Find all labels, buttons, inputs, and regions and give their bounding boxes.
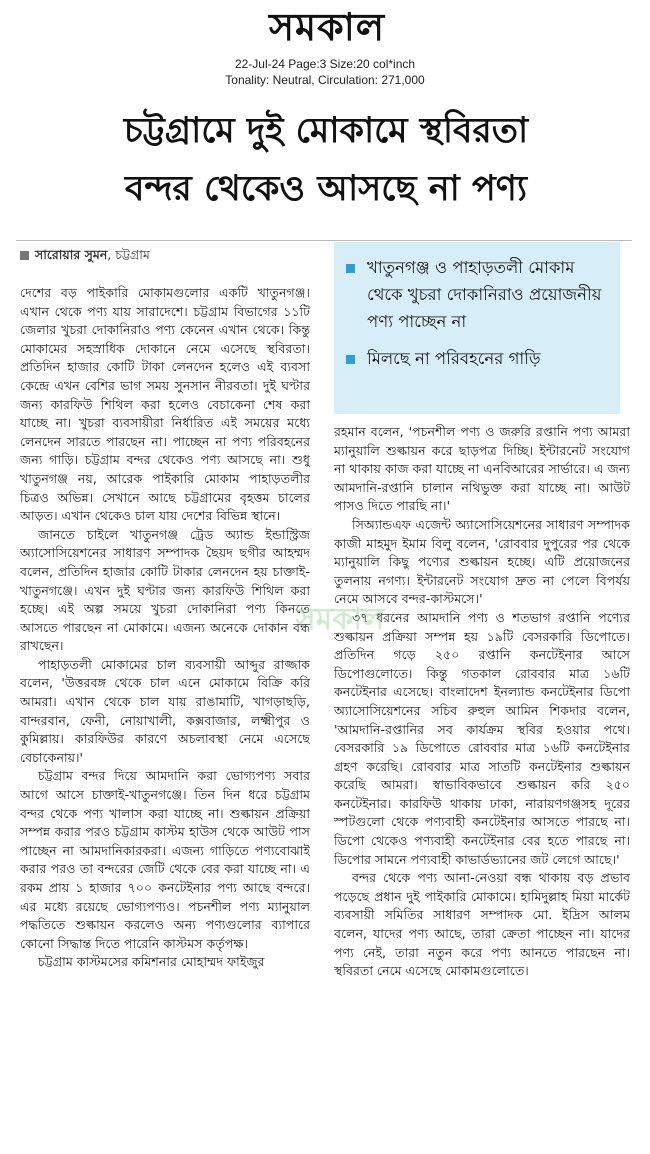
paragraph: ৩৭ ধরনের আমদানি পণ্য ও শতভাগ রপ্তানি পণ্যের শুল্কায়ন প্রক্রিয়া সম্পন্ন হয় ১৯টি বেসরকারি ডিপোতে। প্রতিদিন গড়ে ২৫০ রপ্তানি কনটেইনার আসে ডিপোগুলোতে। কিন্তু গতকাল রোববার মাত্র ১৬টি কনটেইনার এসেছে। বাংলাদেশ ইনল্যান্ড কনটেইনার ডিপো অ্যাসোসিয়েশনের সচিব রুহুল আমিন শিকদার বলেন, 'আমদানি-রপ্তানির সব কার্যক্রম স্থবির হওয়ার পথে। বেসরকারি ১৯ ডিপোতে রোববার মাত্র ১৬টি কনটেইনার গ্রহণ করেছি। রোববার মাত্র সাতটি কনটেইনার শুল্কায়ন করেছি আমরা। স্বাভাবিকভাবে শুল্কায়ন করি ২৫০ কনটেইনার। কারফিউ থাকায় ঢাকা, নারায়ণগঞ্জসহ দূরের স্পটগুলো থেকে পণ্যবাহী কনটেইনার আসতে পারছে না। ডিপো থেকেও পণ্যবাহী কনটেইনার বের হতে পারছে না। ডিপোর সামনে পণ্যবাহী কাভার্ডভ্যানের জট লেগে আছে।' <box>334 609 630 867</box>
byline-square-icon <box>20 251 29 260</box>
paragraph: পাহাড়তলী মোকামের চাল ব্যবসায়ী আব্দুর রাজ্জাক বলেন, 'উত্তরবঙ্গ থেকে চাল এনে মোকামে বিক্রি করি আমরা। এখান থেকে চাল যায় রাঙামাটি, খাগড়াছড়ি, বান্দরবান, ফেনী, নোয়াখালী, কক্সবাজার, লক্ষ্মীপুর ও কুমিল্লায়। কারফিউর কারণে অচলাবস্থা নেমে এসেছে বেচাকেনায়।' <box>20 656 310 765</box>
newspaper-watermark: সমকাল <box>295 602 385 637</box>
paragraph: দেশের বড় পাইকারি মোকামগুলোর একটি খাতুনগঞ্জ। এখান থেকে পণ্য যায় সারাদেশে। চট্টগ্রাম বিভাগের ১১টি জেলার খুচরা দোকানিরাও পণ্য কেনেন এখান থেকে। কিন্তু মোকামের সহস্রাধিক দোকানে নেমে এসেছে স্থবিরতা। প্রতিদিন হাজার কোটি টাকা লেনদেন হলেও এই ব্যবসা কেন্দ্রে এখন বেশির ভাগ সময় সুনসান নীরবতা। দুই ঘণ্টার জন্য কারফিউ শিথিল করা হলেও বেচাকেনা শেষ করা যাচ্ছে না। খুচরা ব্যবসায়ীরা নির্ধারিত এই সময়ের মধ্যে লেনদেন সারতে পারছেন না। পাচ্ছেন না পণ্য পরিবহনের জন্য গাড়ি। চট্টগ্রাম বন্দর থেকেও পণ্য আসছে না। শুধু খাতুনগঞ্জ নয়, আরেক পাইকারি মোকাম পাহাড়তলীর চিত্রও অভিন্ন। সেখানে আছে চট্টগ্রামের বৃহত্তম চালের আড়ত। এখান থেকেও চাল যায় দেশের বিভিন্ন স্থানে। <box>20 285 310 524</box>
paragraph: চট্টগ্রাম কাস্টমসের কমিশনার মোহাম্মদ ফাইজুর <box>38 954 265 970</box>
byline-author: সারোয়ার সুমন <box>35 247 108 262</box>
highlight-text: মিলছে না পরিবহনের গাড়ি <box>367 349 541 368</box>
clipping-meta-line: 22-Jul-24 Page:3 Size:20 col*inch <box>234 57 416 71</box>
clipping-tonality-line: Tonality: Neutral, Circulation: 271,000 <box>225 73 425 87</box>
headline-line-2: বন্দর থেকেও আসছে না পণ্য <box>124 169 528 209</box>
article-column-right <box>334 423 630 1143</box>
masthead <box>0 0 650 92</box>
newspaper-logo: সমকাল <box>268 4 386 49</box>
article-column-left <box>20 284 310 1144</box>
article-headline <box>14 102 638 218</box>
square-bullet-icon <box>346 264 355 273</box>
paragraph: জানতে চাইলে খাতুনগঞ্জ ট্রেড অ্যান্ড ইন্ডাস্ট্রিজ অ্যাসোসিয়েশনের সাধারণ সম্পাদক ছৈয়দ ছগীর আহম্মদ বলেন, প্রতিদিন হাজার কোটি টাকার লেনদেন হয় চাক্তাই-খাতুনগঞ্জে। এখন দুই ঘণ্টার জন্য কারফিউ শিথিল করা হচ্ছে। এই অল্প সময়ে খুচরা দোকানিরা পণ্য কিনতে আসতে পারছেন না মোকামে। এজন্য অনেকে দোকান বন্ধ রাখছেন। <box>20 526 310 654</box>
square-bullet-icon <box>346 355 355 364</box>
highlight-item <box>346 345 620 372</box>
paragraph: চট্টগ্রাম বন্দর দিয়ে আমদানি করা ভোগ্যপণ্য সবার আগে আসে চাক্তাই-খাতুনগঞ্জে। তিন দিন ধরে চট্টগ্রাম বন্দর থেকে পণ্য খালাস করা যাচ্ছে না। শুল্কায়ন প্রক্রিয়া সম্পন্ন করার পরও চট্টগ্রাম কাস্টম হাউস থেকে আউট পাস পাচ্ছেন না আমদানিকারকরা। এজন্য গাড়িতে পণ্যবোঝাই করার পরও তা বন্দরের জেটি থেকে বের করা যাচ্ছে না। এ রকম প্রায় ১ হাজার ৭০০ কনটেইনার পণ্য আছে বন্দরে। এর মধ্যে রয়েছে ভোগ্যপণ্যও। পচনশীল পণ্য ম্যানুয়াল পদ্ধতিতে শুল্কায়ন করলেও অন্য পণ্যগুলোর ব্যাপারে কোনো সিদ্ধান্ত দিতে পারেনি কাস্টমস কর্তৃপক্ষ। <box>20 768 310 951</box>
highlight-box <box>334 242 620 414</box>
paragraph: সিঅ্যান্ডএফ এজেন্ট অ্যাসোসিয়েশনের সাধারণ সম্পাদক কাজী মাহমুদ ইমাম বিলু বলেন, 'রোববার দুপুরের পর থেকে ম্যানুয়ালি কিছু পণ্যের শুল্কায়ন হচ্ছে। এটি প্রয়োজনের তুলনায় নগণ্য। ইন্টারনেট সংযোগ দ্রুত না পেলে বিপর্যয় নেমে আসবে বন্দর-কাস্টমসে।' <box>334 516 630 607</box>
paragraph: রহমান বলেন, 'পচনশীল পণ্য ও জরুরি রপ্তানি পণ্য আমরা ম্যানুয়ালি শুল্কায়ন করে ছাড়পত্র দিচ্ছি। ইন্টারনেট সংযোগ না থাকায় কাজ করা যাচ্ছে না এনবিআরের সার্ভারে। এ জন্য আমদানি-রপ্তানি চালান নথিভুক্ত করা যাচ্ছে না। আউট পাসও দিতে পারছি না।' <box>334 424 630 514</box>
paragraph: বন্দর থেকে পণ্য আনা-নেওয়া বন্ধ থাকায় বড় প্রভাব পড়েছে প্রধান দুই পাইকারি মোকামে। হামিদুল্লাহ মিয়া মার্কেট ব্যবসায়ী সমিতির সাধারণ সম্পাদক মো. ইদ্রিস আলম বলেন, যাদের পণ্য আছে, তারা ক্রেতা পাচ্ছেন না। যাদের পণ্য নেই, তারা নতুন করে পণ্য আনতে পারছেন না। স্থবিরতা নেমে এসেছে মোকামগুলোতে। <box>334 870 630 979</box>
byline <box>20 247 150 267</box>
headline-line-1: চট্টগ্রামে দুই মোকামে স্থবিরতা <box>123 111 529 151</box>
byline-location: , চট্টগ্রাম <box>107 247 150 262</box>
headline-divider <box>16 240 632 241</box>
highlight-item <box>346 254 620 335</box>
highlight-text: খাতুনগঞ্জ ও পাহাড়তলী মোকাম থেকে খুচরা দোকানিরাও প্রয়োজনীয় পণ্য পাচ্ছেন না <box>367 258 602 331</box>
